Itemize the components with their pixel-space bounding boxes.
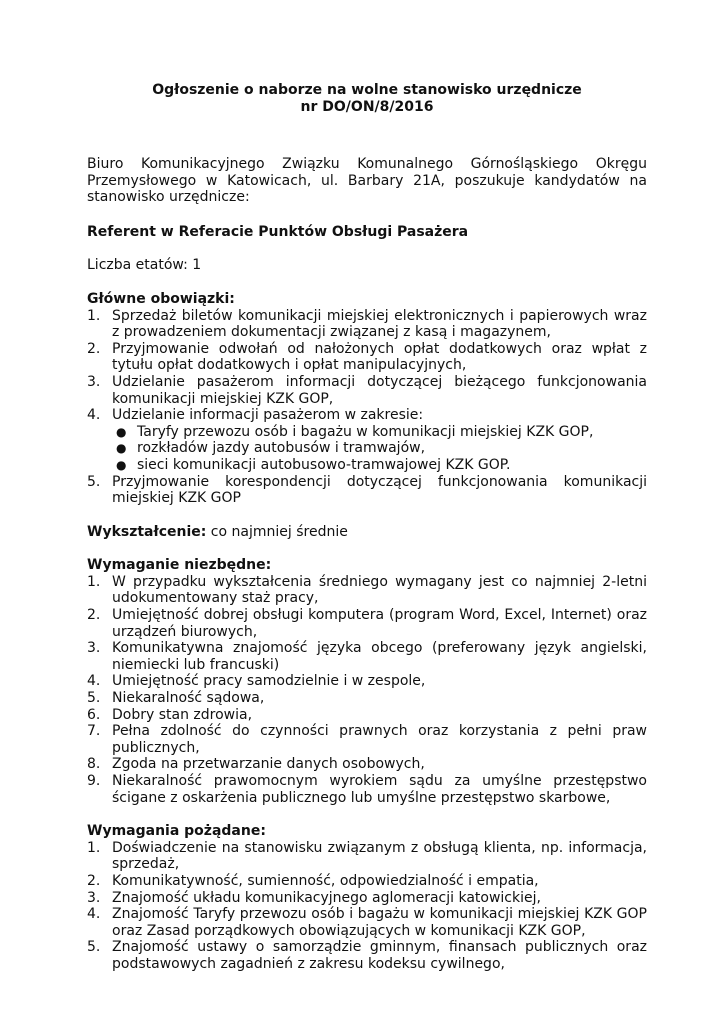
list-item bbox=[87, 840, 647, 873]
list-item bbox=[87, 690, 647, 707]
desired-section bbox=[87, 823, 647, 972]
list-item bbox=[87, 574, 647, 607]
bullet-item-text: rozkładów jazdy autobusów i tramwajów, bbox=[137, 440, 426, 457]
list-item bbox=[87, 890, 647, 907]
list-item-text: Przyjmowanie korespondencji dotyczącej funkcjonowania komunikacji miejskiej KZK GOP bbox=[112, 473, 647, 507]
list-number: 2. bbox=[87, 607, 101, 624]
list-item-text: Udzielanie informacji pasażerom w zakresie: bbox=[112, 407, 424, 424]
list-item bbox=[87, 474, 647, 507]
required-section bbox=[87, 557, 647, 806]
list-item-text: Umiejętność pracy samodzielnie i w zespole, bbox=[112, 673, 426, 690]
desired-list bbox=[87, 840, 647, 973]
list-item-text: Komunikatywna znajomość języka obcego (preferowany język angielski, niemiecki lub francuski) bbox=[112, 640, 647, 673]
list-item-text: Sprzedaż biletów komunikacji miejskiej elektronicznych i papierowych wraz z prowadzeniem dokumentacji związanej z kasą i magazynem, bbox=[112, 307, 647, 341]
list-item bbox=[87, 723, 647, 756]
list-item-text: Znajomość ustawy o samorządzie gminnym, finansach publicznych oraz podstawowych zagadnień z zakresu kodeksu cywilnego, bbox=[112, 939, 647, 972]
document-title bbox=[87, 82, 647, 116]
list-item bbox=[87, 673, 647, 690]
bullet-icon: ● bbox=[116, 457, 127, 472]
list-item-text: Przyjmowanie odwołań od nałożonych opłat dodatkowych oraz wpłat z tytułu opłat dodatkowych i opłat manipulacyjnych, bbox=[112, 340, 647, 374]
list-item-text: Niekaralność prawomocnym wyrokiem sądu za umyślne przestępstwo ścigane z oskarżenia publicznego lub umyślne przestępstwo skarbowe, bbox=[112, 773, 647, 806]
list-item-text: Komunikatywność, sumienność, odpowiedzialność i empatia, bbox=[112, 872, 539, 889]
bullet-item-text: sieci komunikacji autobusowo-tramwajowej KZK GOP. bbox=[137, 456, 511, 473]
list-number: 3. bbox=[87, 640, 101, 657]
list-number: 4. bbox=[87, 407, 101, 424]
list-item bbox=[87, 341, 647, 374]
required-list bbox=[87, 574, 647, 806]
list-number: 4. bbox=[87, 906, 101, 923]
list-number: 8. bbox=[87, 756, 101, 773]
list-item-text: Znajomość układu komunikacyjnego aglomeracji katowickiej, bbox=[112, 889, 541, 906]
title-line-2: nr DO/ON/8/2016 bbox=[300, 99, 434, 115]
list-item-text: Dobry stan zdrowia, bbox=[112, 706, 253, 723]
list-item-text: Zgoda na przetwarzanie danych osobowych, bbox=[112, 756, 425, 773]
list-item-text: Pełna zdolność do czynności prawnych oraz korzystania z pełni praw publicznych, bbox=[112, 723, 647, 756]
list-item bbox=[87, 939, 647, 972]
list-number: 7. bbox=[87, 723, 101, 740]
list-number: 2. bbox=[87, 340, 101, 357]
list-item bbox=[87, 640, 647, 673]
bullet-item bbox=[112, 424, 647, 441]
bullet-item bbox=[112, 440, 647, 457]
list-number: 1. bbox=[87, 307, 101, 324]
bullet-icon: ● bbox=[116, 441, 127, 456]
list-item-text: Doświadczenie na stanowisku związanym z obsługą klienta, np. informacja, sprzedaż, bbox=[112, 839, 647, 873]
list-number: 6. bbox=[87, 706, 101, 723]
duties-section bbox=[87, 291, 647, 507]
education-label: Wykształcenie: bbox=[87, 523, 207, 540]
bullet-item-text: Taryfy przewozu osób i bagażu w komunikacji miejskiej KZK GOP, bbox=[137, 423, 594, 440]
list-number: 2. bbox=[87, 872, 101, 889]
list-number: 4. bbox=[87, 673, 101, 690]
required-heading: Wymaganie niezbędne: bbox=[87, 557, 272, 574]
list-number: 5. bbox=[87, 939, 101, 956]
list-item bbox=[87, 756, 647, 773]
positions-count: Liczba etatów: 1 bbox=[87, 257, 202, 274]
list-item-text: Niekaralność sądowa, bbox=[112, 690, 265, 707]
education-line bbox=[87, 524, 647, 541]
title-line-1: Ogłoszenie o naborze na wolne stanowisko urzędnicze bbox=[152, 82, 582, 98]
list-item bbox=[87, 374, 647, 407]
desired-heading: Wymagania pożądane: bbox=[87, 823, 266, 840]
list-number: 5. bbox=[87, 690, 101, 707]
bullet-item bbox=[112, 457, 647, 474]
education-value: co najmniej średnie bbox=[206, 523, 348, 540]
list-number: 1. bbox=[87, 839, 101, 856]
list-number: 1. bbox=[87, 573, 101, 590]
duties-heading: Główne obowiązki: bbox=[87, 290, 235, 307]
list-number: 3. bbox=[87, 889, 101, 906]
list-number: 9. bbox=[87, 773, 101, 789]
list-item bbox=[87, 607, 647, 640]
list-item bbox=[87, 873, 647, 890]
list-item bbox=[87, 308, 647, 341]
list-number: 5. bbox=[87, 473, 101, 490]
list-item-text: W przypadku wykształcenia średniego wymagany jest co najmniej 2-letni udokumentowany staż pracy, bbox=[112, 573, 647, 607]
list-item bbox=[87, 773, 647, 806]
duties-sublist bbox=[112, 424, 647, 474]
list-item-text: Udzielanie pasażerom informacji dotyczącej bieżącego funkcjonowania komunikacji miejskiej KZK GOP, bbox=[112, 373, 647, 407]
list-item bbox=[87, 707, 647, 724]
intro-paragraph: Biuro Komunikacyjnego Związku Komunalnego Górnośląskiego Okręgu Przemysłowego w Katowicach, ul. Barbary 21A, poszukuje kandydatów na stanowisko urzędnicze: bbox=[87, 156, 647, 206]
bullet-icon: ● bbox=[116, 424, 127, 439]
list-item bbox=[87, 407, 647, 473]
list-item-text: Znajomość Taryfy przewozu osób i bagażu w komunikacji miejskiej KZK GOP oraz Zasad porządkowych obowiązujących w komunikacji KZK GOP, bbox=[112, 906, 647, 939]
list-item-text: Umiejętność dobrej obsługi komputera (program Word, Excel, Internet) oraz urządzeń biurowych, bbox=[112, 607, 647, 640]
list-item bbox=[87, 906, 647, 939]
duties-list bbox=[87, 308, 647, 507]
position-title: Referent w Referacie Punktów Obsługi Pasażera bbox=[87, 223, 469, 240]
list-number: 3. bbox=[87, 373, 101, 390]
